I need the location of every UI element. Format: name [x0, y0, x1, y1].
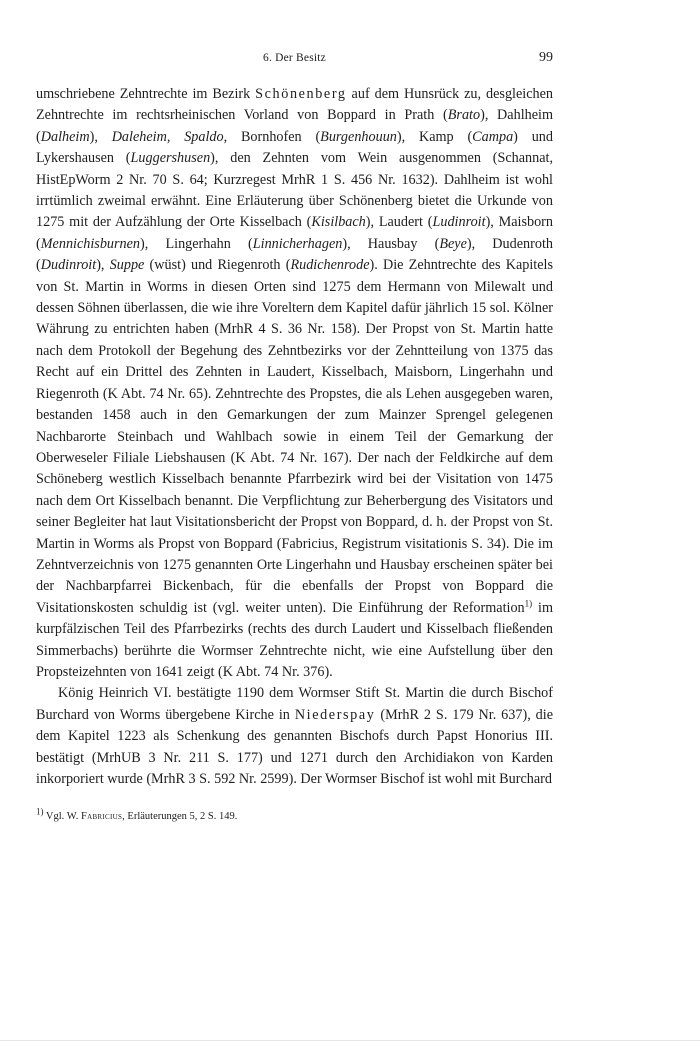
- italic-term: Daleheim, Spaldo,: [111, 128, 228, 145]
- italic-term: Suppe: [109, 257, 145, 274]
- text-run: Bornhofen (: [227, 128, 321, 145]
- text-run: ), Maisborn (: [36, 214, 553, 252]
- italic-term: Campa: [472, 128, 514, 145]
- text-run: ), Laudert (: [365, 214, 433, 231]
- text-run: (MrhR 2 S. 179 Nr. 637), die dem Kapitel 1223 als Schenkung des genannten Bischofs durch Papst Honorius III. bestätigt (MrhUB 3 Nr. 211 S. 177) und 1271 durch den Archidiakon von Karden inkorporiert wurde (MrhR 3 S. 592 Nr. 2599). Der Wormser Bischof ist wohl mit Burchard: [36, 706, 554, 787]
- text-run: ), Dahlheim (: [36, 107, 554, 145]
- italic-term: Brato: [447, 107, 481, 124]
- italic-term: Linnicherhagen: [252, 235, 343, 252]
- text-run: ),: [89, 128, 112, 145]
- text-run: (wüst) und Riegenroth (: [144, 257, 291, 274]
- italic-term: Mennichisburnen: [40, 235, 141, 252]
- text-run: ), den Zehnten vom Wein ausgenommen (Schannat, HistEpWorm 2 Nr. 70 S. 64; Kurzregest MrhR 1 S. 456 Nr. 1632). Dahlheim ist wohl irrtümlich zweimal erwähnt. Eine Erläuterung über Schönenberg bietet die Urkunde von 1275 mit der Aufzählung der Orte Kisselbach (: [36, 150, 554, 231]
- footnote-marker: 1): [36, 806, 44, 817]
- italic-term: Kisilbach: [311, 214, 366, 231]
- text-run: König Heinrich VI. bestätigte 1190 dem Wormser Stift St. Martin die durch Bischof Burchard von Worms übergebene Kirche in: [36, 685, 553, 723]
- italic-term: Ludinroit: [432, 214, 486, 231]
- text-run: ) und Lykershausen (: [36, 128, 553, 167]
- text-run: Vgl. W.: [43, 811, 81, 823]
- spaced-place-name: Schönenberg: [255, 86, 347, 102]
- footnote: [36, 806, 553, 824]
- author-name: Fabricius: [80, 811, 123, 823]
- book-page: [36, 50, 553, 824]
- paragraph-2: [36, 683, 553, 790]
- text-run: auf dem Hunsrück zu, desgleichen Zehntrechte im rechtsrheinischen Vorland von Boppard in Prath (: [36, 86, 553, 124]
- page-number: 99: [539, 50, 553, 65]
- text-run: ), Hausbay (: [342, 235, 440, 252]
- paragraph-1: [36, 84, 553, 683]
- italic-term: Dudinroit: [40, 257, 97, 274]
- text-run: umschriebene Zehntrechte im Bezirk: [36, 86, 256, 102]
- italic-term: Burgenhouun: [320, 128, 397, 145]
- italic-term: Luggershusen: [130, 150, 211, 167]
- text-run: ), Lingerhahn (: [140, 235, 253, 252]
- text-run: ), Dudenroth (: [36, 235, 553, 274]
- italic-term: Beye: [439, 235, 467, 252]
- text-run: ). Die Zehntrechte des Kapitels von St. Martin in Worms in diesen Orten sind 1275 dem Hermann von Milewalt und dessen Söhnen überlassen, die wie ihre Voreltern dem Kapitel dafür jährlich 15 sol. Kölner Währung zu entrichten haben (MrhR 4 S. 36 Nr. 158). Der Propst von St. Martin hatte nach dem Protokoll der Begehung des Zehntbezirks vor der Zehntteilung von 1375 das Recht auf ein Drittel des Zehnten in Laudert, Kisselbach, Maisborn, Lingerhahn und Riegenroth (K Abt. 74 Nr. 65). Zehntrechte des Propstes, die als Lehen ausgegeben waren, bestanden 1458 auch in den Gemarkungen der zum Mainzer Sprengel gelegenen Nachbarorte Steinbach und Wahlbach sowie in einem Teil der Gemarkung der Oberweseler Filiale Liebshausen (K Abt. 74 Nr. 167). Der nach der Feldkirche auf dem Schöneberg westlich Kisselbach benannte Pfarrbezirk wird bei der Visitation von 1475 nach dem Ort Kisselbach benannt. Die Verpflichtung zur Beherbergung des Visitators und seiner Begleiter hat laut Visitationsbericht der Propst von Boppard, d. h. der Propst von St. Martin in Worms als Propst von Boppard (Fabricius, Registrum visitationis S. 34). Die im Zehntverzeichnis von 1275 genannten Orte Lingerhahn und Hausbay erscheinen später bei der Nachbarpfarrei Bickenbach, für die ebenfalls der Propst von Boppard die Visitationskosten schuldig ist (vgl. weiter unten). Die Einführung der Reformation: [36, 257, 553, 616]
- italic-term: Rudichenrode: [290, 257, 370, 274]
- running-title: 6. Der Besitz: [263, 52, 326, 64]
- bottom-edge-rule: [0, 1040, 700, 1041]
- italic-term: Dalheim: [40, 128, 90, 145]
- running-head: [36, 50, 553, 72]
- body-text: [36, 84, 553, 790]
- text-run: ), Kamp (: [396, 128, 473, 145]
- text-run: ),: [96, 257, 110, 274]
- footnote-marker: 1): [524, 598, 533, 609]
- text-run: , Erläuterungen 5, 2 S. 149.: [122, 811, 238, 823]
- spaced-place-name: Niederspay: [294, 706, 376, 723]
- text-run: im kurpfälzischen Teil des Pfarrbezirks (rechts des durch Laudert und Kisselbach fließenden Simmerbachs) berührte die Wormser Zehntrechte nicht, wie eine Aufstellung über den Propsteizehnten von 1641 zeigt (K Abt. 74 Nr. 376).: [36, 599, 553, 680]
